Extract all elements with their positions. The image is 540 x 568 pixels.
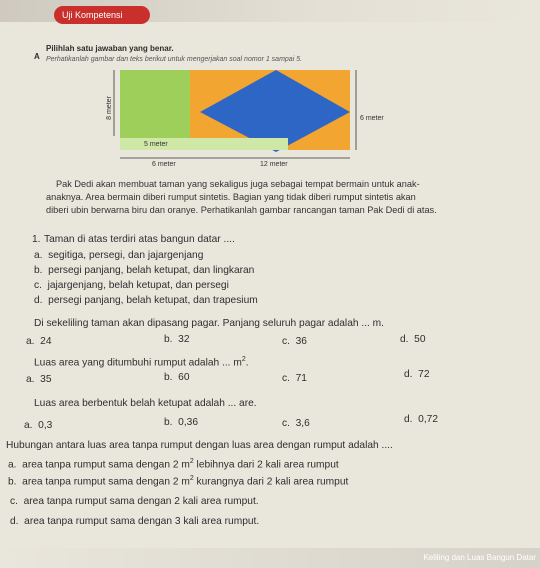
q3-option-d-text: 72 — [418, 369, 430, 380]
q4-option-c-text: 3,6 — [295, 418, 310, 429]
q3-option-a-text: 35 — [40, 374, 52, 385]
section-label: A — [34, 52, 40, 61]
q1-option-b[interactable]: b. persegi panjang, belah ketupat, dan lingkaran — [34, 265, 255, 276]
q2-option-a[interactable]: a. 24 — [26, 336, 52, 347]
q3-text: Luas area yang ditumbuhi rumput adalah ... $m^2$. — [34, 356, 249, 369]
q2-option-c[interactable]: c. 36 — [282, 336, 307, 347]
q5-text: Hubungan antara luas area tanpa rumput dengan luas area dengan rumput adalah .... — [6, 440, 393, 451]
q3-text-sup: 2 — [241, 356, 246, 363]
q3-text-main: Luas area yang ditumbuhi rumput adalah ... m — [34, 357, 242, 369]
q5-option-a[interactable]: a. area tanpa rumput sama dengan 2 $m^2$ lebihnya dari 2 kali area rumput — [8, 458, 339, 471]
q3-option-c[interactable]: c. 71 — [282, 373, 307, 384]
inner-label: 5 meter — [144, 141, 168, 148]
q4-option-c[interactable]: c. 3,6 — [282, 418, 310, 429]
q5-option-c[interactable]: c. area tanpa rumput sama dengan 2 kali area rumput. — [10, 496, 259, 507]
q4-option-d[interactable]: d. 0,72 — [404, 414, 438, 425]
q2-text: Di sekeliling taman akan dipasang pagar. Panjang seluruh pagar adalah ... m. — [34, 318, 384, 329]
q1-option-c-text: jajargenjang, belah ketupat, dan persegi — [47, 280, 229, 291]
q4-option-d-text: 0,72 — [418, 414, 438, 425]
q4-text: Luas area berbentuk belah ketupat adalah ... are. — [34, 398, 257, 409]
q3-option-b-text: 60 — [178, 372, 190, 383]
q5-option-a-text-2: lebihnya dari 2 kali area rumput — [193, 459, 339, 471]
q4-option-a[interactable]: a. 0,3 — [24, 420, 53, 431]
q5-option-d[interactable]: d. area tanpa rumput sama dengan 3 kali area rumput. — [10, 516, 260, 527]
q2-option-a-text: 24 — [40, 336, 52, 347]
q2-option-b[interactable]: b. 32 — [164, 334, 190, 345]
bottom-left-label: 6 meter — [152, 161, 176, 168]
q5-option-b[interactable]: b. area tanpa rumput sama dengan 2 $m^2$ kurangnya dari 2 kali area rumput — [8, 475, 349, 488]
q1-number: 1. — [32, 234, 41, 245]
side-label: 6 meter — [360, 115, 384, 122]
q3-option-b[interactable]: b. 60 — [164, 372, 190, 383]
story-line-2: anaknya. Area bermain diberi rumput sintetis. Bagian yang tidak diberi rumput sintetis akan — [46, 192, 416, 202]
q5-option-d-text: area tanpa rumput sama dengan 3 kali area rumput. — [24, 516, 260, 527]
q2-option-b-text: 32 — [178, 334, 190, 345]
grass-area — [120, 70, 190, 138]
q4-option-b-text: 0,36 — [178, 417, 198, 428]
q1-option-d[interactable]: d. persegi panjang, belah ketupat, dan trapesium — [34, 295, 258, 306]
q5-option-a-text-1: area tanpa rumput sama dengan 2 m — [22, 459, 190, 471]
q5-option-b-text-2: kurangnya dari 2 kali area rumput — [193, 476, 349, 488]
q2-option-d-text: 50 — [414, 334, 426, 345]
story-line-3: diberi ubin berwarna biru dan oranye. Perhatikanlah gambar rancangan taman Pak Dedi di atas. — [46, 205, 437, 215]
section-note: Perhatikanlah gambar dan teks berikut untuk mengerjakan soal nomor 1 sampai 5. — [46, 56, 303, 63]
garden-diagram — [108, 68, 408, 170]
q3-option-a[interactable]: a. 35 — [26, 374, 52, 385]
q5-option-c-text: area tanpa rumput sama dengan 2 kali area rumput. — [23, 496, 259, 507]
page-title: Uji Kompetensi — [54, 6, 150, 24]
q5-option-b-text-1: area tanpa rumput sama dengan 2 m — [22, 476, 190, 488]
q1-option-d-text: persegi panjang, belah ketupat, dan trapesium — [48, 295, 258, 306]
story-line-1: Pak Dedi akan membuat taman yang sekaligus juga sebagai tempat bermain untuk anak- — [56, 179, 420, 189]
q1-option-b-text: persegi panjang, belah ketupat, dan lingkaran — [48, 265, 255, 276]
q5-option-b-sup: 2 — [189, 475, 194, 482]
q3-option-c-text: 71 — [295, 373, 307, 384]
q5-option-a-sup: 2 — [189, 458, 194, 465]
q3-option-d[interactable]: d. 72 — [404, 369, 430, 380]
footer-text: Keliling dan Luas Bangun Datar — [423, 553, 536, 562]
q1-option-a[interactable]: a. segitiga, persegi, dan jajargenjang — [34, 250, 204, 261]
q4-option-a-text: 0,3 — [38, 420, 53, 431]
q1-text: Taman di atas terdiri atas bangun datar .... — [44, 234, 235, 245]
q4-option-b[interactable]: b. 0,36 — [164, 417, 198, 428]
height-label: 8 meter — [106, 96, 113, 120]
q2-option-d[interactable]: d. 50 — [400, 334, 426, 345]
section-instruction: Pilihlah satu jawaban yang benar. — [46, 44, 174, 53]
q1-option-c[interactable]: c. jajargenjang, belah ketupat, dan persegi — [34, 280, 229, 291]
q1-option-a-text: segitiga, persegi, dan jajargenjang — [48, 250, 204, 261]
bottom-right-label: 12 meter — [260, 161, 288, 168]
q2-option-c-text: 36 — [295, 336, 307, 347]
